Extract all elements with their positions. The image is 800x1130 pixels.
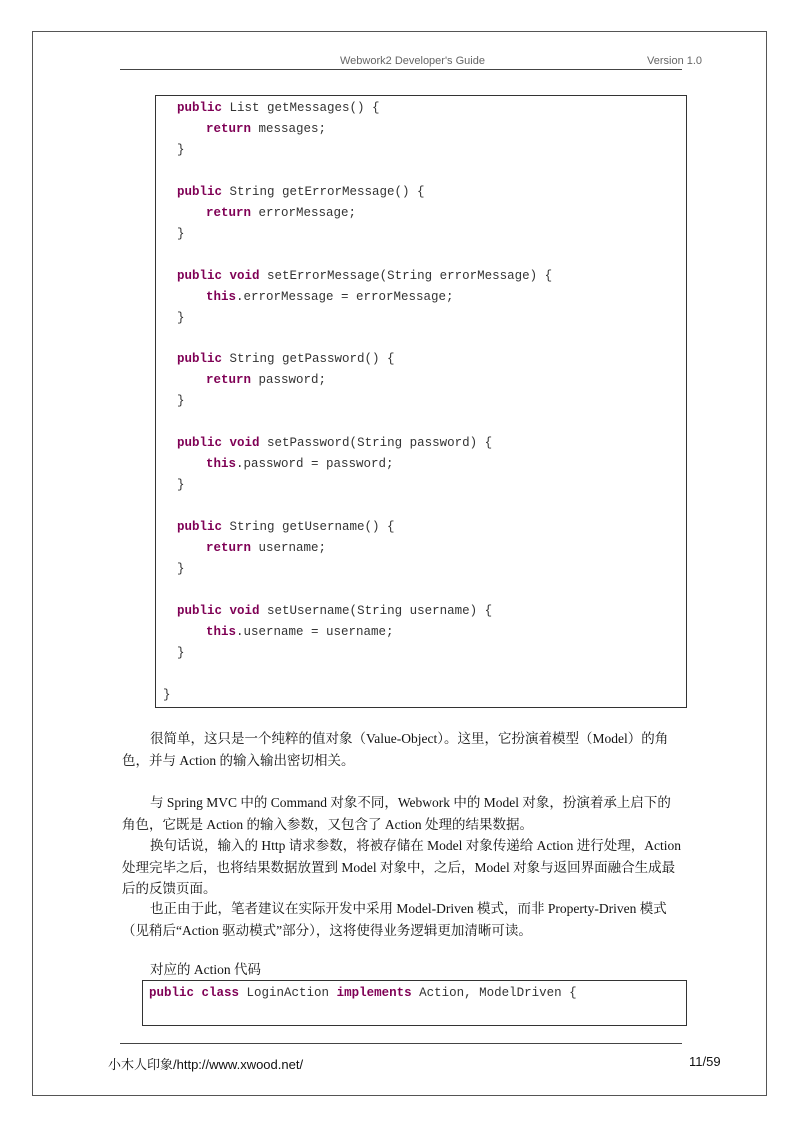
code-text <box>222 604 230 618</box>
code-keyword: public <box>177 268 223 283</box>
code-text: .password = password; <box>236 457 394 472</box>
code-keyword: this <box>206 457 237 472</box>
code-line <box>206 205 356 221</box>
code-text: } <box>177 226 185 241</box>
code-text: setUsername(String username) { <box>259 603 493 618</box>
code-keyword: public <box>177 101 223 115</box>
code-keyword: public <box>177 603 223 618</box>
code-line <box>177 184 425 200</box>
code-text: errorMessage; <box>251 205 357 220</box>
code-text: messages; <box>251 121 327 136</box>
code-text: } <box>177 561 185 576</box>
code-keyword: return <box>206 373 252 388</box>
code-text: password; <box>251 373 327 388</box>
code-text <box>222 269 230 283</box>
paragraph-action-code-label: 对应的 Action 代码 <box>150 962 261 977</box>
code-text: } <box>177 310 185 325</box>
code-keyword: void <box>229 268 260 283</box>
code-keyword: public <box>177 520 223 534</box>
code-text: } <box>177 142 185 157</box>
code-keyword: this <box>206 289 237 304</box>
code-text: LoginAction <box>239 986 337 1000</box>
code-keyword: void <box>229 603 260 618</box>
code-line <box>177 561 185 577</box>
code-text: .username = username; <box>236 624 394 639</box>
code-text: } <box>163 687 171 702</box>
code-line <box>206 372 326 388</box>
paragraph-model-driven: 也正由于此，笔者建议在实际开发中采用 Model-Driven 模式，而非 Property-Driven 模式（见稍后“Action 驱动模式”部分），这将使得业务逻辑更加清晰可读。 <box>122 901 667 938</box>
code-line <box>177 603 492 619</box>
code-line <box>206 456 394 472</box>
code-keyword: public <box>177 184 223 199</box>
paragraph-value-object: 很简单，这只是一个纯粹的值对象（Value-Object）。这里，它扮演着模型（Model）的角色，并与 Action 的输入输出密切相关。 <box>122 731 669 768</box>
code-text: Action, ModelDriven { <box>411 986 577 1000</box>
code-text <box>222 436 230 450</box>
code-line <box>206 540 326 556</box>
footer-divider <box>120 1043 682 1044</box>
code-keyword: implements <box>336 986 412 1000</box>
code-text: username; <box>251 540 327 555</box>
code-keyword: return <box>206 205 252 220</box>
header-title: Webwork2 Developer's Guide <box>340 55 485 67</box>
code-line <box>177 351 395 367</box>
code-keyword: public <box>149 986 195 1000</box>
code-line <box>177 100 380 116</box>
footer-site: 小木人印象/http://www.xwood.net/ <box>108 1057 304 1072</box>
code-keyword: class <box>201 986 240 1000</box>
paragraph-http-request: 换句话说，输入的 Http 请求参数，将被存储在 Model 对象传递给 Action 进行处理，Action 处理完毕之后，也将结果数据放置到 Model 对象中，之后，Model 对象与返回界面融合生成最后的反馈页面。 <box>122 838 681 896</box>
code-text: String getErrorMessage() { <box>222 184 425 199</box>
code-line <box>206 121 326 137</box>
code-text: } <box>177 394 185 409</box>
code-keyword: return <box>206 540 252 555</box>
code-text: String getUsername() { <box>222 520 395 534</box>
code-keyword: this <box>206 624 237 639</box>
code-text: } <box>177 645 185 660</box>
code-line <box>177 393 185 409</box>
paragraph-model-role: 与 Spring MVC 中的 Command 对象不同，Webwork 中的 Model 对象，扮演着承上启下的角色，它既是 Action 的输入参数，又包含了 Action 处理的结果数据。 <box>122 795 671 832</box>
code-text: List getMessages() { <box>222 101 380 115</box>
code-line <box>177 645 185 661</box>
code-line <box>177 519 395 535</box>
code-keyword: void <box>229 436 260 451</box>
code-keyword: public <box>177 352 223 367</box>
page-number: 11/59 <box>689 1054 721 1069</box>
code-text: .errorMessage = errorMessage; <box>236 289 454 304</box>
code-line <box>177 226 185 242</box>
code-line <box>177 142 185 158</box>
code-line <box>177 477 185 493</box>
code-keyword: return <box>206 121 252 136</box>
code-text: } <box>177 478 185 493</box>
code-line <box>149 985 577 1001</box>
header-divider <box>120 69 682 70</box>
code-keyword: public <box>177 436 223 451</box>
code-line <box>177 435 492 451</box>
code-text: setPassword(String password) { <box>259 436 493 451</box>
code-line <box>163 687 171 703</box>
header-version: Version 1.0 <box>647 55 703 67</box>
code-text: setErrorMessage(String errorMessage) { <box>259 268 553 283</box>
code-line <box>177 268 552 284</box>
code-line <box>177 310 185 326</box>
code-text: String getPassword() { <box>222 352 395 367</box>
code-text <box>194 986 202 1000</box>
code-line <box>206 624 394 640</box>
code-line <box>206 289 454 305</box>
